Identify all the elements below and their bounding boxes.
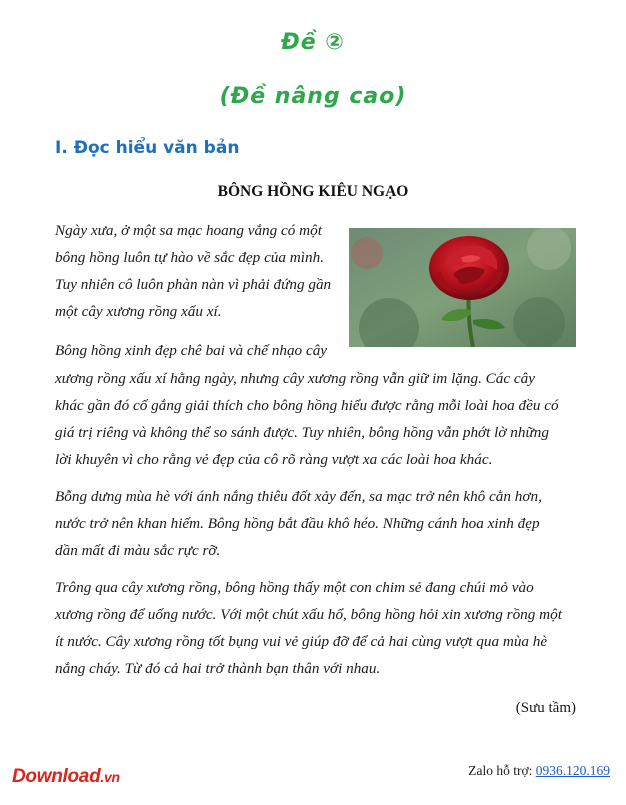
story-line: lời khuyên vì cho rằng vẻ đẹp của cô rõ ràng vượt xa các loài hoa khác. [55,451,493,468]
story-line: bông hồng luôn tự hào về sắc đẹp của mình. [55,249,324,266]
story-line: Tuy nhiên cô luôn phàn nàn vì phải đứng gần [55,276,332,293]
story-line: nước trở nên khan hiếm. Bông hồng bắt đầu khô héo. Những cánh hoa xinh đẹp [55,515,540,532]
story-line: khác gần đó cố gắng giải thích cho bông hồng hiểu được rằng mỗi loài hoa đều có [55,397,559,414]
story-line: ít nước. Cây xương rồng tốt bụng vui vẻ giúp đỡ để cả hai cùng vượt qua mùa hè [55,633,548,650]
logo-main-text: Download [12,766,101,787]
story-line: Trông qua cây xương rồng, bông hồng thấy một con chim sẻ đang chúi mỏ vào [55,579,534,596]
story-line: dần mất đi màu sắc rực rỡ. [55,542,221,559]
story-line: xương rồng để uống nước. Với một chút xấu hổ, bông hồng hỏi xin xương rồng một [55,606,562,623]
zalo-support-label: Zalo hỗ trợ: [468,763,536,778]
red-rose-photo [349,228,576,347]
logo-suffix-text: .vn [100,769,120,785]
story-line: một cây xương rồng xấu xí. [55,303,222,320]
exam-subtitle: (Đề nâng cao) [219,84,407,109]
zalo-support [468,763,610,779]
zalo-phone-link[interactable]: 0936.120.169 [535,763,610,778]
section-heading: I. Đọc hiểu văn bản [55,138,240,158]
story-line: giá trị riêng và không thể so sánh được. Tuy nhiên, bông hồng vẫn phớt lờ những [55,424,549,441]
story-title: BÔNG HỒNG KIÊU NGẠO [217,183,409,200]
story-line: xương rồng xấu xí hằng ngày, nhưng cây xương rồng vẫn giữ im lặng. Các cây [55,370,535,387]
story-source: (Sưu tầm) [515,700,576,716]
download-vn-logo[interactable] [12,766,120,788]
story-line: Ngày xưa, ở một sa mạc hoang vắng có một [55,222,322,239]
exam-title: Đề ② [281,30,345,55]
story-line: Bông hồng xinh đẹp chê bai và chế nhạo cây [55,342,328,359]
story-line: Bỗng dưng mùa hè với ánh nắng thiêu đốt xảy đến, sa mạc trở nên khô cằn hơn, [55,488,542,505]
story-line: nắng cháy. Từ đó cả hai trở thành bạn thân với nhau. [55,660,381,677]
